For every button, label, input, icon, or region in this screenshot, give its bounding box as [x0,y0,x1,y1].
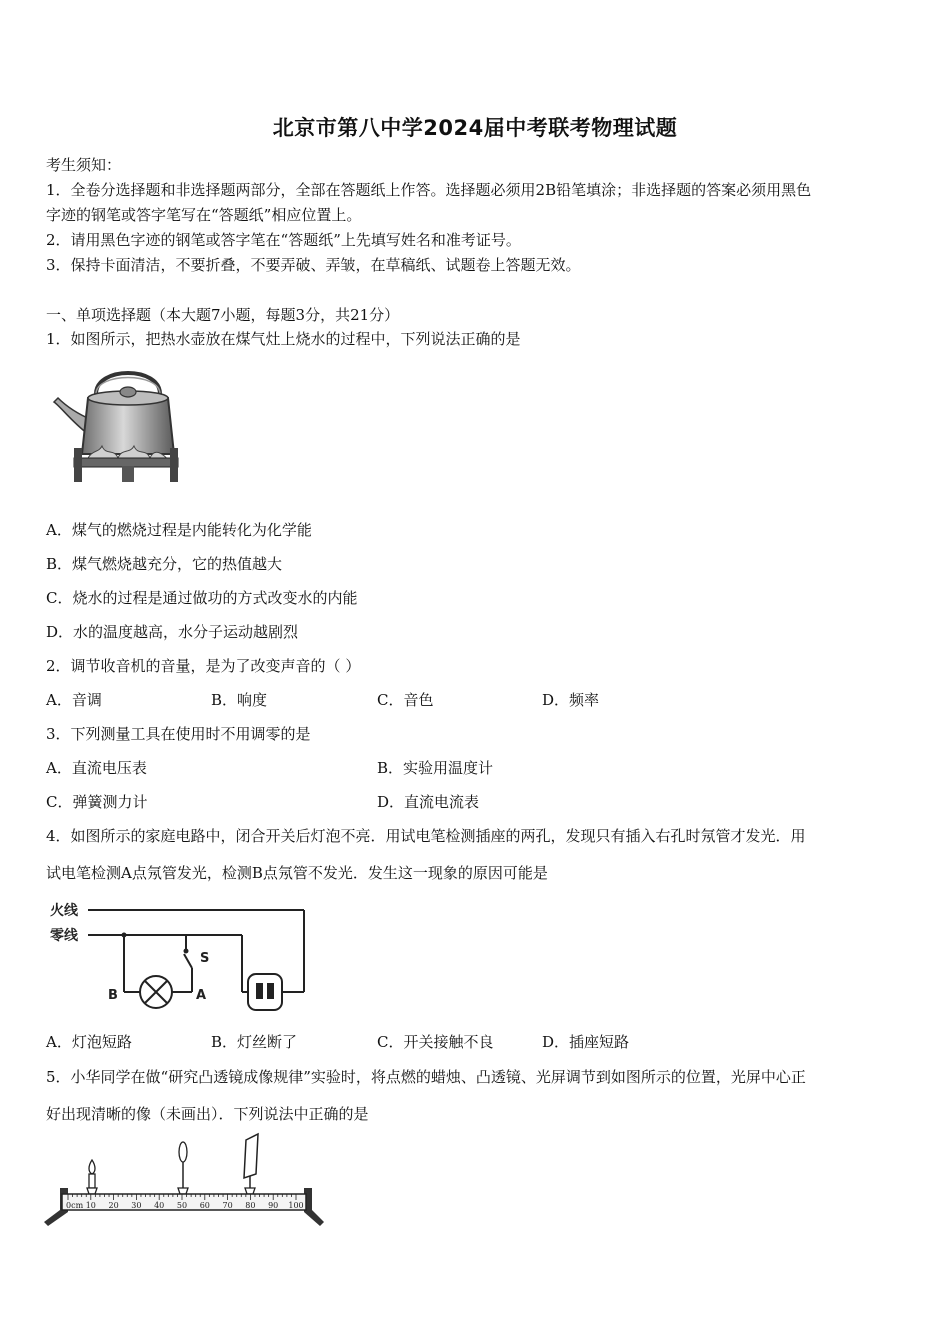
question-2-option: A．音调 [46,691,102,709]
question-3-option: D．直流电流表 [377,793,480,811]
notice-heading: 考生须知： [46,156,122,174]
notice-item: 2．请用黑色字迹的钢笔或答字笔在“答题纸”上先填写姓名和准考证号。 [46,231,521,249]
question-1-option: D．水的温度越高，水分子运动越剧烈 [46,623,299,641]
page-title: 北京市第八中学2024届中考联考物理试题 [272,116,678,140]
ruler-tick-label: 50 [176,1201,188,1210]
ruler-tick-label: 60 [199,1201,210,1210]
question-2-stem: 2．调节收音机的音量，是为了改变声音的（ ） [46,657,361,675]
question-3-option: C．弹簧测力计 [46,793,148,811]
question-5-stem: 好出现清晰的像（未画出）．下列说法中正确的是 [46,1105,369,1123]
bench-zero-label: 0cm [66,1201,84,1210]
question-4-stem: 试电笔检测A点氖管发光，检测B点氖管不发光．发生这一现象的原因可能是 [46,864,548,882]
question-4-stem: 4．如图所示的家庭电路中，闭合开关后灯泡不亮．用试电笔检测插座的两孔，发现只有插入右孔时氖管才发光．用 [46,827,806,845]
question-4-option: C．开关接触不良 [377,1033,494,1051]
section-heading: 一、单项选择题（本大题7小题，每题3分，共21分） [46,306,400,324]
question-2-option: D．频率 [542,691,600,709]
candle-icon [89,1160,95,1188]
ruler-tick-label: 40 [154,1201,165,1210]
question-1-stem: 1．如图所示，把热水壶放在煤气灶上烧水的过程中，下列说法正确的是 [46,330,521,348]
point-a-label: A [196,988,207,1003]
ruler-tick-label: 80 [245,1201,256,1210]
optical-bench-figure [42,1130,326,1232]
question-4-option: D．插座短路 [542,1033,630,1051]
question-3-option: B．实验用温度计 [377,759,494,777]
question-3-option: A．直流电压表 [46,759,147,777]
question-5-stem: 5．小华同学在做“研究凸透镜成像规律”实验时，将点燃的蜡烛、凸透镜、光屏调节到如图所示的位置，光屏中心正 [46,1068,806,1086]
neutral-wire-label: 零线 [50,928,78,944]
notice-item: 字迹的钢笔或答字笔写在“答题纸”相应位置上。 [46,206,362,224]
kettle-figure [52,362,184,484]
ruler-tick-label: 90 [268,1201,279,1210]
screen-icon [244,1134,258,1188]
question-3-stem: 3．下列测量工具在使用时不用调零的是 [46,725,311,743]
question-1-option: C．烧水的过程是通过做功的方式改变水的内能 [46,589,358,607]
question-4-option: A．灯泡短路 [46,1033,132,1051]
lens-icon [179,1142,187,1188]
switch-label: S [200,951,210,966]
question-1-option: B．煤气燃烧越充分，它的热值越大 [46,555,283,573]
question-2-option: B．响度 [211,691,268,709]
ruler-tick-label: 70 [222,1201,233,1210]
notice-item: 1．全卷分选择题和非选择题两部分，全部在答题纸上作答。选择题必须用2B铅笔填涂；非选择题的答案必须用黑色 [46,181,812,199]
question-2-option: C．音色 [377,691,434,709]
point-b-label: B [108,988,118,1003]
circuit-figure [48,898,318,1020]
live-wire-label: 火线 [50,903,78,919]
ruler-tick-label: 20 [108,1201,119,1210]
notice-item: 3．保持卡面清洁，不要折叠，不要弄破、弄皱，在草稿纸、试题卷上答题无效。 [46,256,581,274]
question-4-option: B．灯丝断了 [211,1033,298,1051]
ruler-tick-label: 10 [85,1201,96,1210]
question-1-option: A．煤气的燃烧过程是内能转化为化学能 [46,521,312,539]
ruler-tick-label: 100 [288,1201,304,1210]
ruler-tick-label: 30 [131,1201,142,1210]
